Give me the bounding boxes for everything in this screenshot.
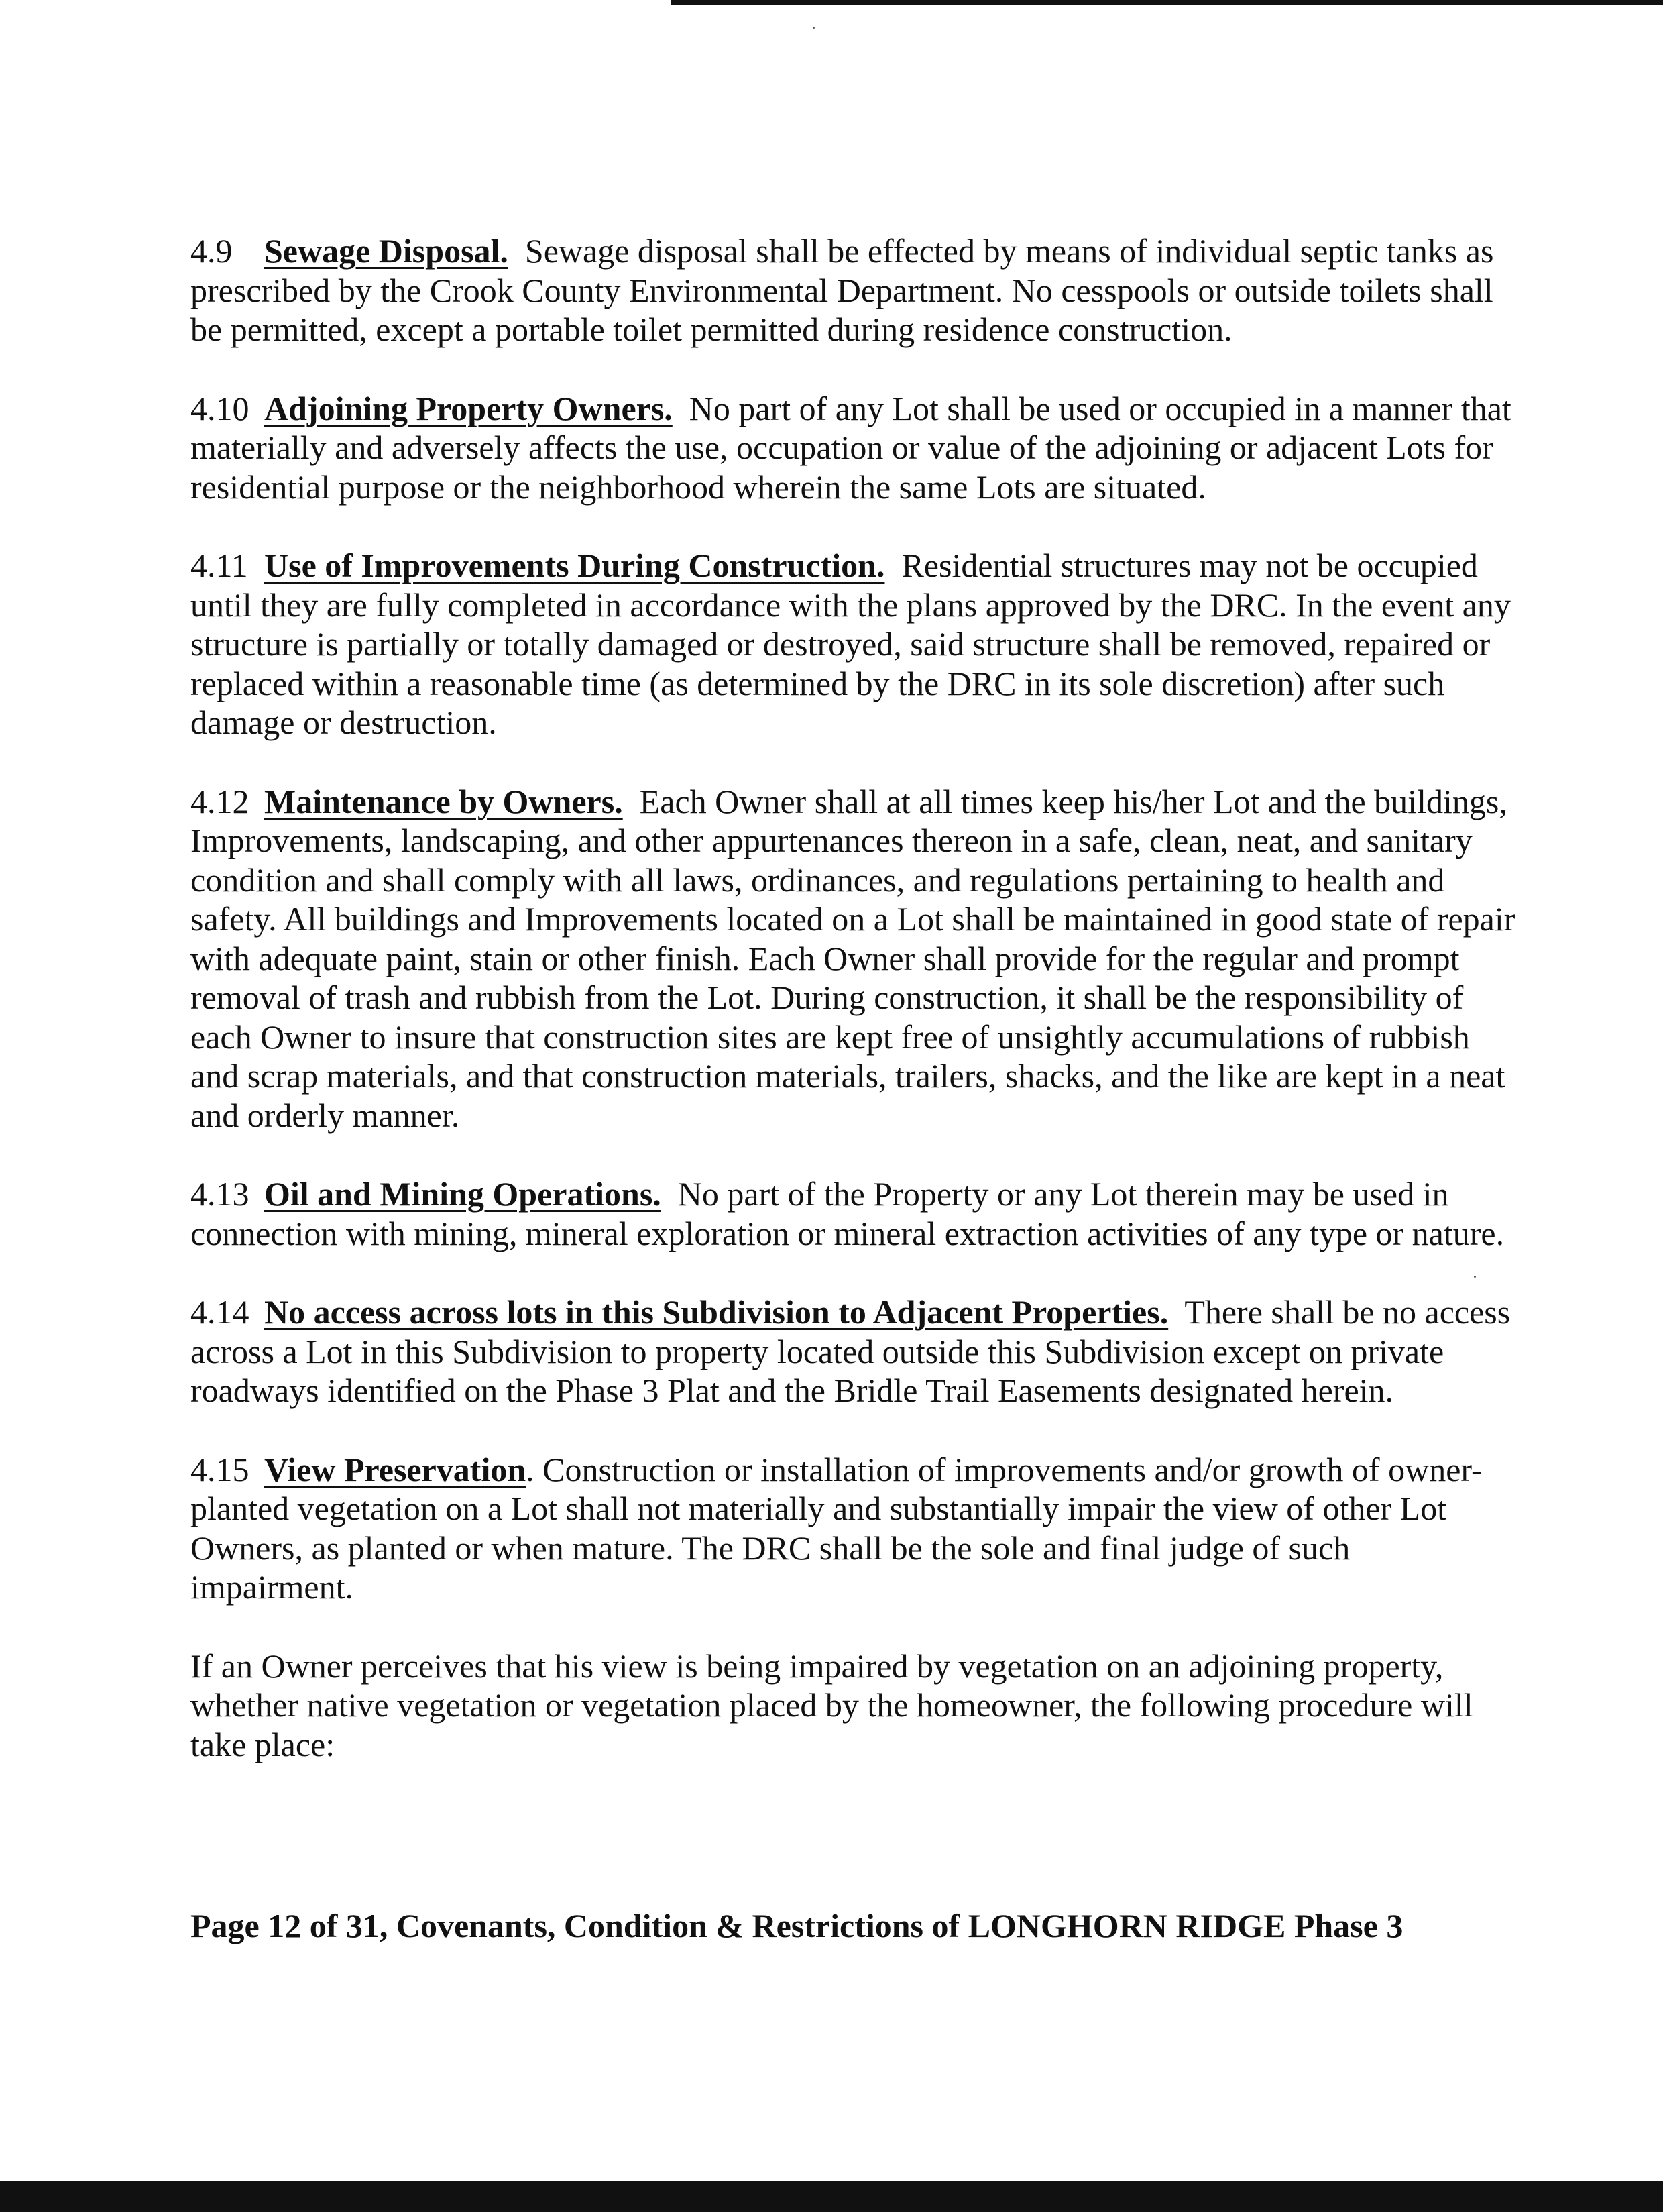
section-body: No part of the Property or any Lot therein may be used in connection with mining, mineral exploration or mineral extraction activities of any type or nature. xyxy=(190,1175,1505,1252)
section-number: 4.14 xyxy=(190,1293,249,1331)
section-4-14 xyxy=(190,1292,1518,1411)
bottom-scan-edge xyxy=(0,2181,1663,2212)
section-4-15 xyxy=(190,1450,1518,1607)
section-body: There shall be no access across a Lot in this Subdivision to property located outside this Subdivision except on private roadways identified on the Phase 3 Plat and the Bridle Trail Easements designated herein. xyxy=(190,1293,1511,1409)
top-scan-edge xyxy=(671,0,1663,5)
section-heading: Use of Improvements During Construction. xyxy=(264,547,885,584)
section-body: No part of any Lot shall be used or occupied in a manner that materially and adversely affects the use, occupation or value of the adjoining or adjacent Lots for residential purpose or the neighborhood wherein the same Lots are situated. xyxy=(190,389,1511,506)
section-4-12 xyxy=(190,782,1518,1136)
section-body: . Construction or installation of improvements and/or growth of owner-planted vegetation on a Lot shall not materially and substantially impair the view of other Lot Owners, as planted or when mature. The DRC shall be the sole and final judge of such impairment. xyxy=(190,1450,1483,1606)
section-4-10 xyxy=(190,389,1518,507)
section-4-9 xyxy=(190,231,1518,349)
section-body: Each Owner shall at all times keep his/her Lot and the buildings, Improvements, landscaping, and other appurtenances thereon in a safe, clean, neat, and sanitary condition and shall comply with all laws, ordinances, and regulations pertaining to health and safety. All buildings and Improvements located on a Lot shall be maintained in good state of repair with adequate paint, stain or other finish. Each Owner shall provide for the regular and prompt removal of trash and rubbish from the Lot. During construction, it shall be the responsibility of each Owner to insure that construction sites are kept free of unsightly accumulations of rubbish and scrap materials, and that construction materials, trailers, shacks, and the like are kept in a neat and orderly manner. xyxy=(190,782,1515,1134)
section-heading: View Preservation xyxy=(264,1450,526,1488)
section-number: 4.13 xyxy=(190,1175,249,1213)
scan-speck xyxy=(813,27,815,29)
section-number: 4.11 xyxy=(190,547,248,584)
section-heading: Maintenance by Owners. xyxy=(264,782,623,820)
section-heading: No access across lots in this Subdivision to Adjacent Properties. xyxy=(264,1293,1169,1331)
section-number: 4.9 xyxy=(190,232,233,270)
scan-speck xyxy=(1474,1276,1476,1278)
section-body: Sewage disposal shall be effected by means of individual septic tanks as prescribed by the Crook County Environmental Department. No cesspools or outside toilets shall be permitted, except a portable toilet permitted during residence construction. xyxy=(190,232,1494,348)
section-heading: Oil and Mining Operations. xyxy=(264,1175,661,1213)
document-page xyxy=(190,231,1518,1804)
section-4-13 xyxy=(190,1174,1518,1253)
section-number: 4.10 xyxy=(190,389,249,427)
closing-paragraph: If an Owner perceives that his view is being impaired by vegetation on an adjoining property, whether native vegetation or vegetation placed by the homeowner, the following procedure will take place: xyxy=(190,1647,1473,1763)
section-number: 4.15 xyxy=(190,1450,249,1488)
section-heading: Sewage Disposal. xyxy=(264,232,508,270)
section-4-11 xyxy=(190,546,1518,742)
section-heading: Adjoining Property Owners. xyxy=(264,389,673,427)
section-number: 4.12 xyxy=(190,782,249,820)
page-footer: Page 12 of 31, Covenants, Condition & Restrictions of LONGHORN RIDGE Phase 3 xyxy=(190,1907,1403,1944)
section-body: Residential structures may not be occupied until they are fully completed in accordance with the plans approved by the DRC. In the event any structure is partially or totally damaged or destroyed, said structure shall be removed, repaired or replaced within a reasonable time (as determined by the DRC in its sole discretion) after such damage or destruction. xyxy=(190,547,1511,741)
